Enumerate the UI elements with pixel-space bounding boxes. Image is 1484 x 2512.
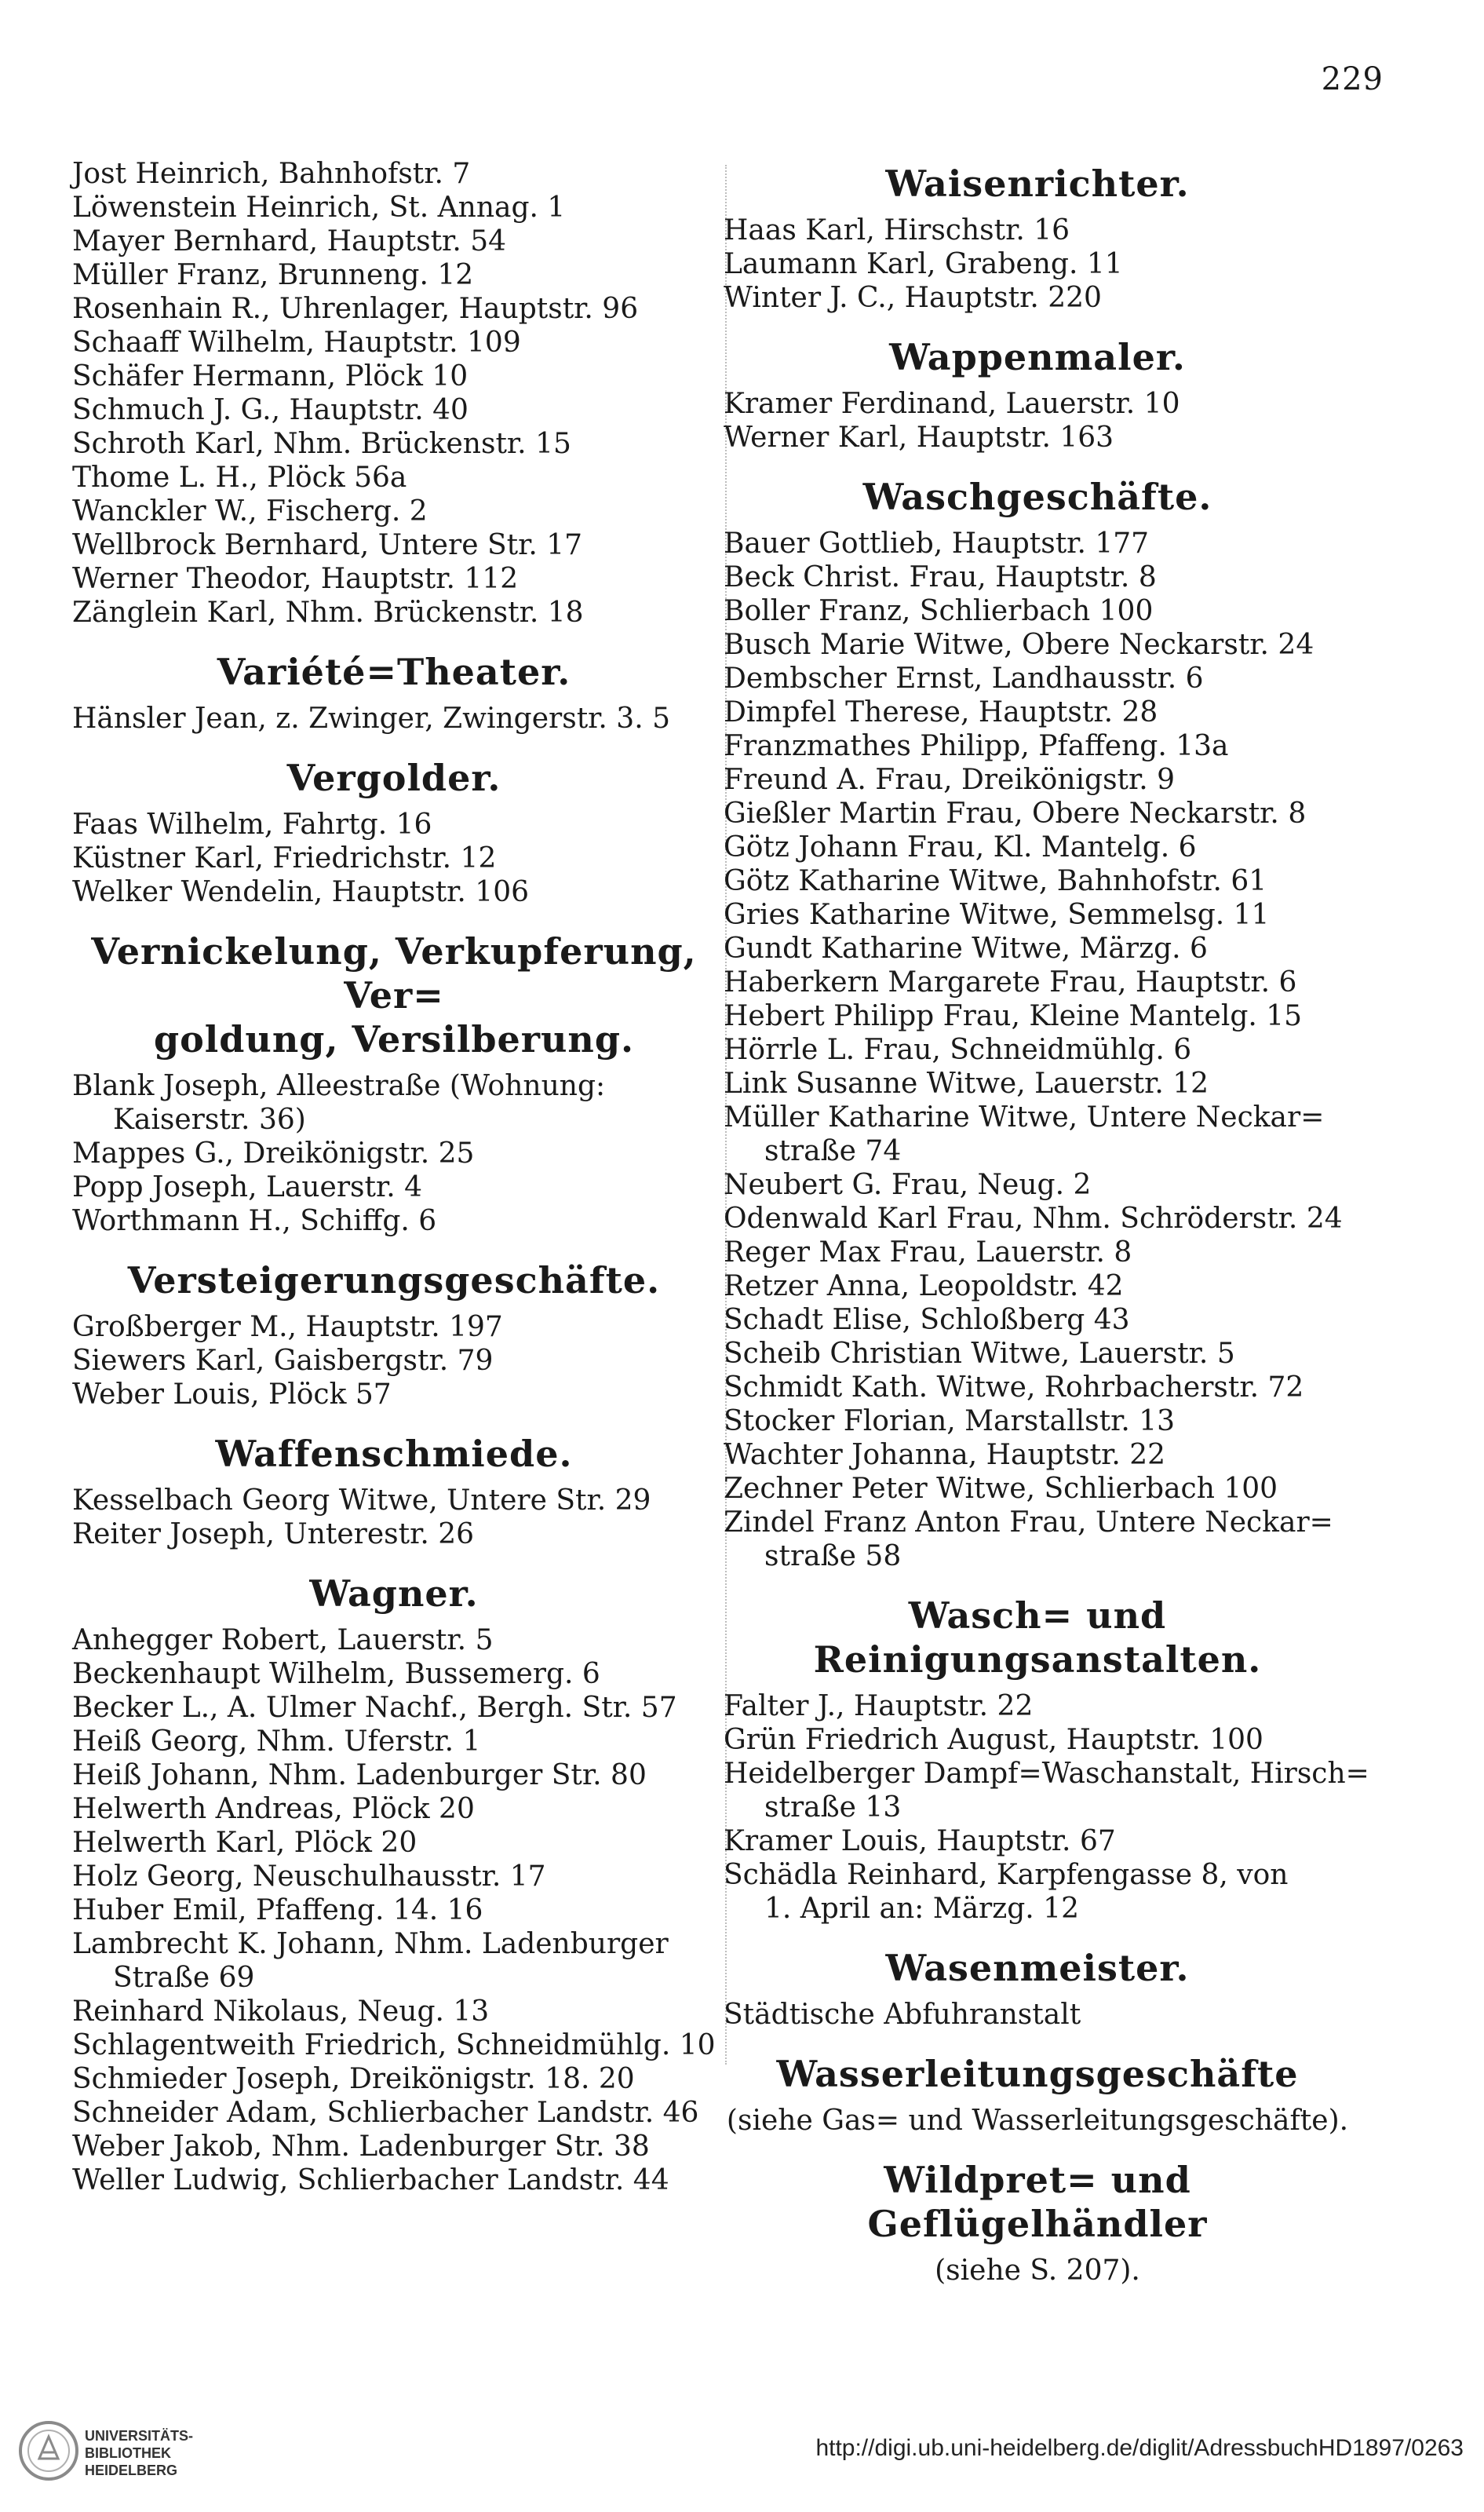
- heading-line: goldung, Versilberung.: [153, 1018, 635, 1061]
- list-item: Götz Johann Frau, Kl. Mantelg. 6: [724, 831, 1197, 864]
- list-item: Dembscher Ernst, Landhausstr. 6: [724, 663, 1204, 695]
- section-heading-waffenschmiede: Waffenschmiede.: [215, 1433, 573, 1475]
- list-item: Winter J. C., Hauptstr. 220: [724, 282, 1102, 314]
- list-item: Popp Joseph, Lauerstr. 4: [72, 1171, 423, 1203]
- list-item: Hebert Philipp Frau, Kleine Mantelg. 15: [724, 1000, 1303, 1032]
- section-heading-wasenmeister: Wasenmeister.: [885, 1947, 1190, 1989]
- section-heading-waschgeschaefte: Waschgeschäfte.: [862, 476, 1212, 518]
- list-item: [724, 1101, 1351, 1168]
- list-item: Thome L. H., Plöck 56a: [72, 462, 407, 494]
- list-item: Löwenstein Heinrich, St. Annag. 1: [72, 192, 566, 224]
- list-item: Odenwald Karl Frau, Nhm. Schröderstr. 24: [724, 1203, 1343, 1235]
- cross-reference-note: (siehe Gas= und Wasserleitungsgeschäfte).: [726, 2105, 1349, 2137]
- list-item: [724, 1858, 1351, 1926]
- list-item: Hänsler Jean, z. Zwinger, Zwingerstr. 3. 5: [72, 703, 670, 735]
- list-item: Bauer Gottlieb, Hauptstr. 177: [724, 528, 1150, 560]
- entry-continuation: straße 58: [764, 1540, 902, 1572]
- library-name: [85, 2427, 193, 2479]
- list-item: Becker L., A. Ulmer Nachf., Bergh. Str. 57: [72, 1692, 677, 1724]
- list-item: Kramer Louis, Hauptstr. 67: [724, 1825, 1116, 1857]
- list-item: Huber Emil, Pfaffeng. 14. 16: [72, 1894, 483, 1926]
- section-heading-wagner: Wagner.: [309, 1572, 479, 1615]
- entry-continuation: straße 13: [764, 1791, 902, 1824]
- list-item: Götz Katharine Witwe, Bahnhofstr. 61: [724, 865, 1267, 897]
- list-item: Haberkern Margarete Frau, Hauptstr. 6: [724, 966, 1297, 999]
- entry-line: Zindel Franz Anton Frau, Untere Neckar=: [724, 1506, 1333, 1539]
- section-heading-versteigerung: Versteigerungsgeschäfte.: [127, 1259, 661, 1302]
- list-item: Schroth Karl, Nhm. Brückenstr. 15: [72, 428, 571, 460]
- entry-continuation: straße 74: [764, 1135, 902, 1167]
- list-item: Link Susanne Witwe, Lauerstr. 12: [724, 1068, 1209, 1100]
- list-item: Schaaff Wilhelm, Hauptstr. 109: [72, 327, 521, 359]
- list-item: Stocker Florian, Marstallstr. 13: [724, 1405, 1176, 1437]
- list-item: Freund A. Frau, Dreikönigstr. 9: [724, 764, 1176, 796]
- entry-line: Blank Joseph, Alleestraße (Wohnung:: [72, 1070, 606, 1102]
- list-item: Jost Heinrich, Bahnhofstr. 7: [72, 158, 471, 190]
- list-item: Boller Franz, Schlierbach 100: [724, 595, 1154, 627]
- list-item: Schäfer Hermann, Plöck 10: [72, 360, 469, 392]
- list-item: Wellbrock Bernhard, Untere Str. 17: [72, 529, 583, 561]
- list-item: Schmidt Kath. Witwe, Rohrbacherstr. 72: [724, 1371, 1304, 1404]
- list-item: Retzer Anna, Leopoldstr. 42: [724, 1270, 1124, 1302]
- list-item: Grün Friedrich August, Hauptstr. 100: [724, 1724, 1263, 1756]
- section-heading-wappenmaler: Wappenmaler.: [889, 336, 1186, 378]
- list-item: Neubert G. Frau, Neug. 2: [724, 1169, 1092, 1201]
- list-item: Hörrle L. Frau, Schneidmühlg. 6: [724, 1034, 1192, 1066]
- list-item: Helwerth Andreas, Plöck 20: [72, 1793, 475, 1825]
- library-name-line: BIBLIOTHEK: [85, 2445, 171, 2461]
- list-item: [72, 1927, 716, 1995]
- entry-continuation: 1. April an: Märzg. 12: [764, 1893, 1079, 1925]
- list-item: Schneider Adam, Schlierbacher Landstr. 46: [72, 2097, 699, 2129]
- section-heading-vernickelung: [72, 929, 716, 1061]
- cross-reference-note: (siehe S. 207).: [935, 2255, 1140, 2287]
- list-item: Müller Franz, Brunneng. 12: [72, 259, 474, 291]
- list-item: Reinhard Nikolaus, Neug. 13: [72, 1995, 490, 2028]
- list-item: Kramer Ferdinand, Lauerstr. 10: [724, 388, 1180, 420]
- entry-line: Schädla Reinhard, Karpfengasse 8, von: [724, 1859, 1289, 1891]
- top-entries-list: [72, 157, 716, 630]
- heading-line: Vernickelung, Verkupferung, Ver=: [91, 930, 697, 1017]
- entry-continuation: Straße 69: [113, 1962, 255, 1994]
- list-item: Großberger M., Hauptstr. 197: [72, 1311, 503, 1343]
- list-item: Reiter Joseph, Unterestr. 26: [72, 1518, 475, 1550]
- list-item: Reger Max Frau, Lauerstr. 8: [724, 1236, 1132, 1269]
- list-item: Gries Katharine Witwe, Semmelsg. 11: [724, 899, 1270, 931]
- right-column: [724, 157, 1369, 2287]
- digitization-footer: [0, 2402, 1484, 2512]
- list-item: Beckenhaupt Wilhelm, Bussemerg. 6: [72, 1658, 600, 1690]
- list-item: Gundt Katharine Witwe, Märzg. 6: [724, 933, 1208, 965]
- list-item: Werner Karl, Hauptstr. 163: [724, 422, 1114, 454]
- list-item: Helwerth Karl, Plöck 20: [72, 1827, 417, 1859]
- entry-line: Lambrecht K. Johann, Nhm. Ladenburger: [72, 1928, 669, 1960]
- library-name-line: HEIDELBERG: [85, 2463, 178, 2478]
- section-heading-vergolder: Vergolder.: [286, 757, 501, 799]
- entry-line: Heidelberger Dampf=Waschanstalt, Hirsch=: [724, 1758, 1369, 1790]
- list-item: Wanckler W., Fischerg. 2: [72, 495, 428, 528]
- section-heading-variete: Variété=Theater.: [217, 651, 571, 693]
- list-item: Städtische Abfuhranstalt: [724, 1999, 1081, 2031]
- list-item: Busch Marie Witwe, Obere Neckarstr. 24: [724, 629, 1314, 661]
- list-item: Falter J., Hauptstr. 22: [724, 1690, 1034, 1722]
- list-item: Weber Jakob, Nhm. Ladenburger Str. 38: [72, 2130, 650, 2163]
- left-column: [72, 157, 716, 2197]
- list-item: Holz Georg, Neuschulhausstr. 17: [72, 1860, 546, 1893]
- list-item: Zechner Peter Witwe, Schlierbach 100: [724, 1473, 1278, 1505]
- list-item: [72, 1069, 716, 1137]
- list-item: Schadt Elise, Schloßberg 43: [724, 1304, 1130, 1336]
- list-item: Zänglein Karl, Nhm. Brückenstr. 18: [72, 597, 584, 629]
- list-item: Weber Louis, Plöck 57: [72, 1378, 392, 1411]
- university-library-seal-icon: [17, 2419, 80, 2482]
- list-item: Mayer Bernhard, Hauptstr. 54: [72, 225, 507, 257]
- list-item: Haas Karl, Hirschstr. 16: [724, 214, 1070, 246]
- list-item: Weller Ludwig, Schlierbacher Landstr. 44: [72, 2164, 669, 2196]
- list-item: Worthmann H., Schiffg. 6: [72, 1205, 437, 1237]
- list-item: Franzmathes Philipp, Pfaffeng. 13a: [724, 730, 1229, 762]
- list-item: Heiß Georg, Nhm. Uferstr. 1: [72, 1725, 481, 1758]
- section-heading-wasch-reinigung: Wasch= und Reinigungsanstalten.: [813, 1594, 1262, 1681]
- list-item: Schmieder Joseph, Dreikönigstr. 18. 20: [72, 2063, 635, 2095]
- section-heading-wasserleitung: Wasserleitungsgeschäfte: [776, 2053, 1299, 2095]
- list-item: Kesselbach Georg Witwe, Untere Str. 29: [72, 1484, 651, 1517]
- list-item: Mappes G., Dreikönigstr. 25: [72, 1137, 475, 1170]
- entry-line: Müller Katharine Witwe, Untere Neckar=: [724, 1101, 1325, 1134]
- list-item: Rosenhain R., Uhrenlager, Hauptstr. 96: [72, 293, 639, 325]
- list-item: Anhegger Robert, Lauerstr. 5: [72, 1624, 494, 1656]
- list-item: Küstner Karl, Friedrichstr. 12: [72, 842, 497, 874]
- library-name-line: UNIVERSITÄTS-: [85, 2428, 194, 2444]
- source-url-link[interactable]: http://digi.ub.uni-heidelberg.de/diglit/AdressbuchHD1897/0263: [815, 2435, 1464, 2461]
- list-item: Welker Wendelin, Hauptstr. 106: [72, 876, 530, 908]
- list-item: Scheib Christian Witwe, Lauerstr. 5: [724, 1338, 1235, 1370]
- list-item: Werner Theodor, Hauptstr. 112: [72, 563, 519, 595]
- section-heading-wildpret: Wildpret= und Geflügelhändler: [867, 2159, 1208, 2245]
- section-heading-waisenrichter: Waisenrichter.: [885, 162, 1190, 205]
- list-item: Beck Christ. Frau, Hauptstr. 8: [724, 561, 1157, 593]
- entry-continuation: Kaiserstr. 36): [113, 1104, 306, 1136]
- list-item: Siewers Karl, Gaisbergstr. 79: [72, 1345, 494, 1377]
- list-item: Wachter Johanna, Hauptstr. 22: [724, 1439, 1166, 1471]
- list-item: [724, 1506, 1351, 1573]
- list-item: Faas Wilhelm, Fahrtg. 16: [72, 809, 432, 841]
- list-item: Gießler Martin Frau, Obere Neckarstr. 8: [724, 798, 1307, 830]
- list-item: Laumann Karl, Grabeng. 11: [724, 248, 1123, 280]
- page-number: 229: [1321, 61, 1384, 97]
- list-item: Schlagentweith Friedrich, Schneidmühlg. 10: [72, 2029, 716, 2061]
- list-item: [724, 1757, 1369, 1824]
- list-item: Schmuch J. G., Hauptstr. 40: [72, 394, 469, 426]
- list-item: Heiß Johann, Nhm. Ladenburger Str. 80: [72, 1759, 647, 1791]
- list-item: Dimpfel Therese, Hauptstr. 28: [724, 696, 1158, 728]
